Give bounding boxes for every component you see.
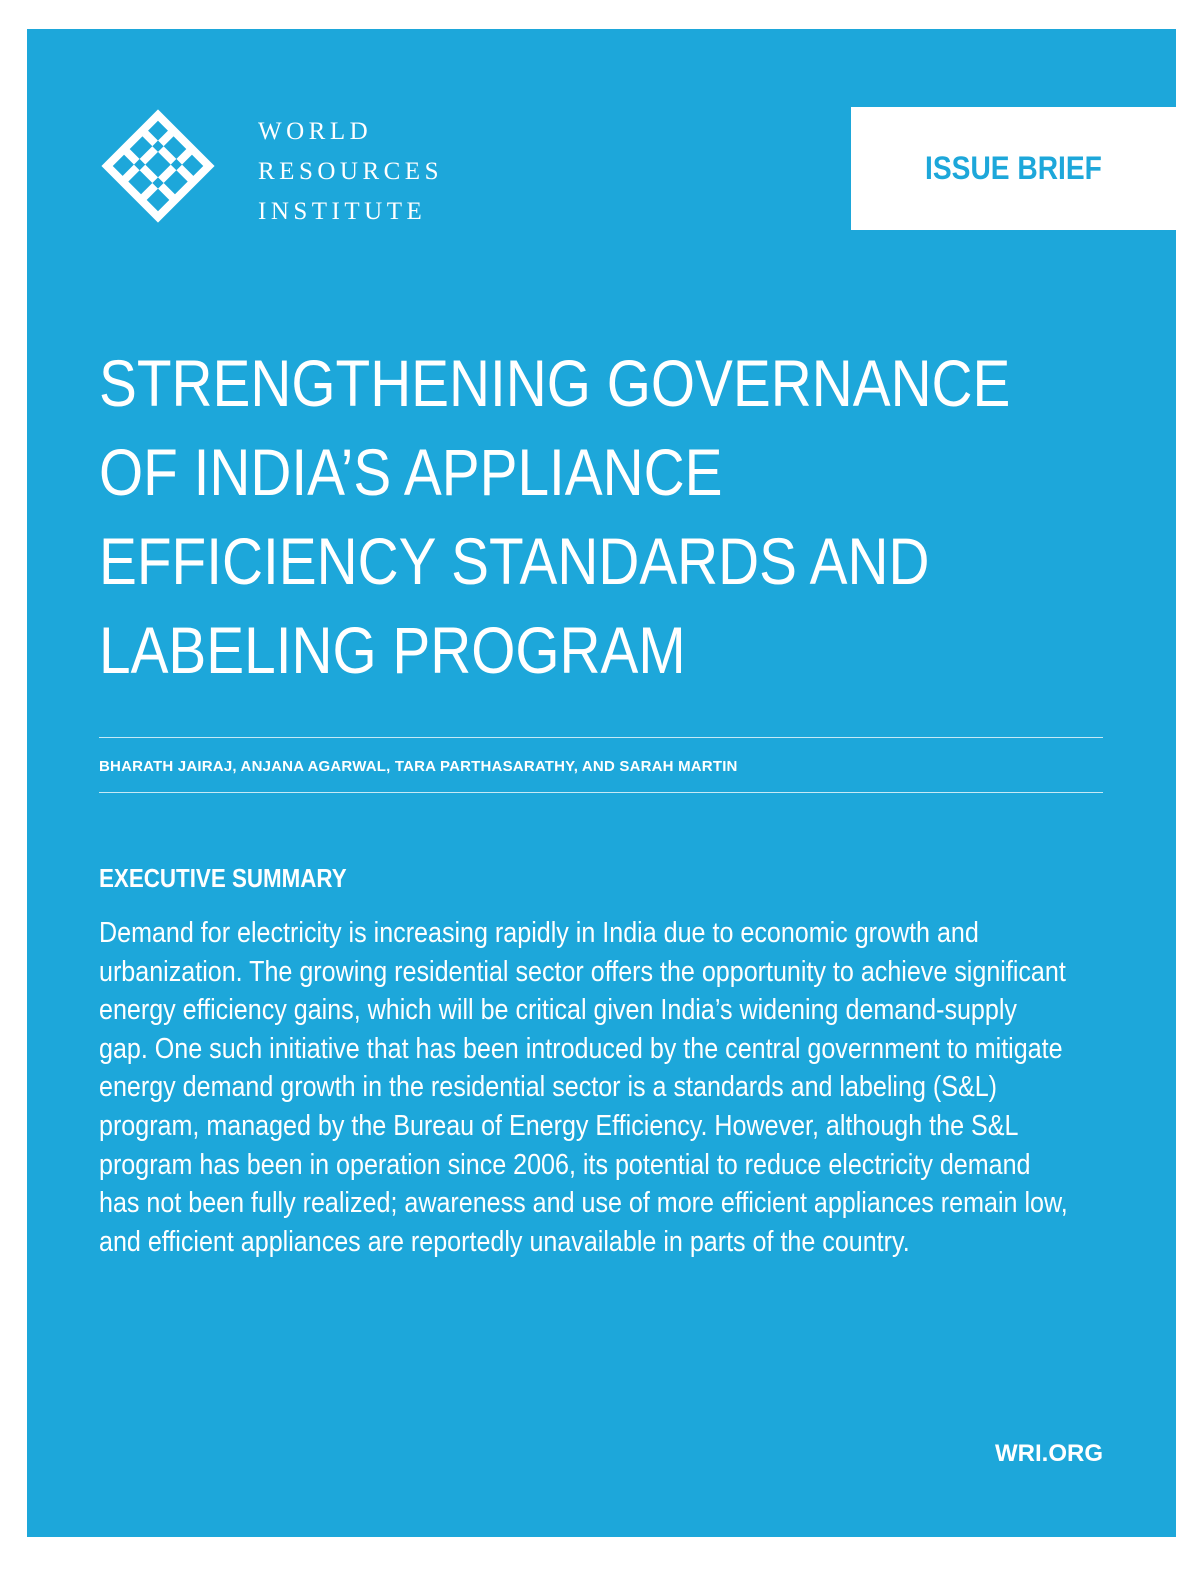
title-line-4: LABELING PROGRAM (99, 613, 686, 687)
title-line-2: OF INDIA’S APPLIANCE (99, 435, 723, 509)
document-title (99, 339, 1140, 695)
woven-diamond-logo-icon (98, 106, 218, 226)
executive-summary-heading: EXECUTIVE SUMMARY (99, 863, 347, 893)
org-name-line-2: RESOURCES (258, 158, 443, 185)
divider-top (99, 737, 1103, 738)
issue-brief-label: ISSUE BRIEF (925, 150, 1102, 186)
org-name-line-1: WORLD (258, 118, 373, 145)
cover-page (27, 29, 1176, 1537)
divider-bottom (99, 792, 1103, 793)
executive-summary-body: Demand for electricity is increasing rapidly in India due to economic growth and urbanization. The growing residential sector offers the opportunity to achieve significant energy efficiency gains, which will be critical given India’s widening demand-supply gap. One such initiative that has been introduced by the central government to mitigate energy demand growth in the residential sector is a standards and labeling (S&L) program, managed by the Bureau of Energy Efficiency. However, although the S&L program has been in operation since 2006, its potential to reduce electricity demand has not been fully realized; awareness and use of more efficient appliances remain low, and efficient appliances are reportedly unavailable in parts of the country. (99, 917, 1068, 1258)
authors-line: BHARATH JAIRAJ, ANJANA AGARWAL, TARA PARTHASARATHY, AND SARAH MARTIN (99, 758, 738, 775)
title-line-3: EFFICIENCY STANDARDS AND (99, 524, 930, 598)
website-link[interactable]: WRI.ORG (995, 1440, 1103, 1467)
organization-name (258, 112, 443, 232)
org-name-line-3: INSTITUTE (258, 198, 427, 225)
title-line-1: STRENGTHENING GOVERNANCE (99, 346, 1011, 420)
issue-brief-badge (851, 107, 1176, 230)
